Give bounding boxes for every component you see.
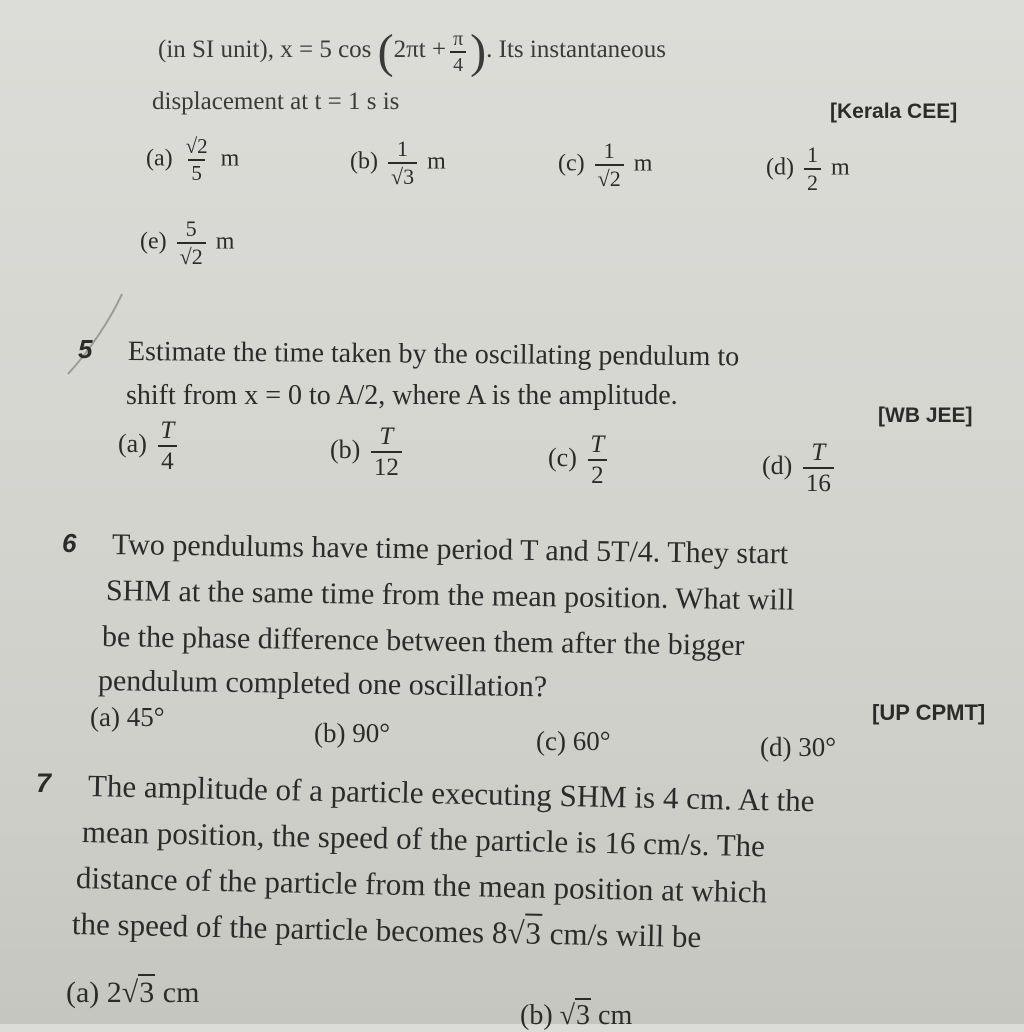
q6-option-d: (d) 30° — [760, 732, 837, 762]
q5-option-c-den: 2 — [588, 459, 607, 488]
q4-line1-suffix: . Its instantaneous — [486, 36, 666, 64]
q4-option-e — [140, 218, 234, 268]
q6-option-a: (a) 45° — [90, 702, 165, 732]
q5-option-d-fraction — [803, 440, 834, 496]
q4-option-c — [558, 140, 652, 190]
q4-option-e-num: 5 — [185, 216, 197, 241]
q5-option-b — [330, 424, 406, 480]
q5-option-d-label: (d) — [762, 450, 793, 480]
pencil-mark-icon — [60, 290, 130, 380]
q5-option-d-den: 16 — [803, 467, 834, 496]
q4-option-a-num: √2 — [185, 134, 208, 158]
q4-option-a-unit: m — [220, 145, 240, 172]
q7-line3: distance of the particle from the mean position at which — [75, 860, 768, 910]
q4-option-c-num: 1 — [603, 138, 615, 163]
q4-option-b-radicand: 3 — [403, 164, 415, 189]
q4-option-b-unit: m — [427, 148, 446, 175]
q6-number: 6 — [62, 528, 77, 558]
q5-option-b-den: 12 — [371, 451, 402, 480]
q7-option-b: (b) √3 cm — [520, 1000, 633, 1031]
q4-option-a-den: 5 — [188, 159, 205, 184]
q7-option-a-suffix: cm — [155, 976, 200, 1009]
q6-line2: SHM at the same time from the mean position. What will — [105, 574, 795, 617]
q5-option-c-num: T — [590, 431, 605, 458]
q4-option-e-fraction: $\frac{5}{√2}$ — [177, 218, 206, 268]
q7-line2: mean position, the speed of the particle is 16 cm/s. The — [81, 814, 766, 864]
q4-option-d-den: 2 — [804, 168, 821, 194]
q5-option-a-label: (a) — [118, 428, 147, 458]
q4-line1-frac-den: 4 — [450, 51, 466, 75]
q4-option-c-unit: m — [633, 150, 653, 177]
q5-option-a-num: T — [160, 417, 175, 444]
q7-number: 7 — [36, 768, 52, 798]
q7-line1: The amplitude of a particle executing SHM is 4 cm. At the — [87, 768, 815, 819]
q5-number: 5 — [78, 334, 93, 364]
q4-option-a — [146, 136, 239, 184]
q5-option-d-num: T — [811, 439, 826, 466]
q5-option-d — [762, 440, 838, 496]
q4-line1-frac-num: π — [453, 27, 464, 50]
q4-option-e-label: (e) — [140, 228, 167, 255]
q7-line4-radicand: 3 — [524, 913, 542, 950]
q5-option-c-label: (c) — [548, 442, 577, 472]
q4-option-d-num: 1 — [806, 142, 818, 167]
q5-line2: shift from x = 0 to A/2, where A is the amplitude. — [126, 380, 678, 411]
q6-option-c: (c) 60° — [536, 726, 611, 756]
q6-source-tag: [UP CPMT] — [872, 700, 986, 725]
q7-option-b-radicand: 3 — [576, 1000, 591, 1031]
q5-option-a — [118, 418, 181, 474]
q4-option-d-unit: m — [830, 154, 850, 181]
q4-option-c-fraction: $\frac{1}{√2}$ — [595, 140, 624, 190]
q7-option-a-prefix: (a) 2 — [66, 976, 122, 1009]
q4-option-e-radicand: 2 — [191, 244, 203, 269]
q6-option-b: (b) 90° — [314, 718, 391, 748]
q6-line4: pendulum completed one oscillation? — [97, 664, 548, 704]
q4-option-b — [350, 138, 446, 188]
q7-option-b-prefix: (b) — [520, 1000, 560, 1031]
q4-option-c-label: (c) — [558, 150, 585, 177]
q7-line4-prefix: the speed of the particle becomes 8 — [71, 906, 508, 951]
q4-option-d — [766, 144, 850, 194]
q4-line1: (in SI unit), x = 5 cos (2πt + $\frac{\pi}{4}$ ). Its instantaneous — [158, 25, 666, 78]
q5-option-c — [548, 432, 611, 488]
q4-line1-fraction — [450, 29, 466, 75]
q5-option-c-fraction — [587, 432, 607, 488]
q5-source-tag: [WB JEE] — [878, 404, 973, 427]
q5-option-b-num: T — [379, 423, 394, 450]
q7-option-b-suffix: cm — [591, 1000, 633, 1031]
q5-line1: Estimate the time taken by the oscillating pendulum to — [127, 336, 740, 373]
q4-option-b-fraction: $\frac{1}{√3}$ — [388, 138, 417, 188]
q4-option-c-radicand: 2 — [609, 166, 621, 191]
q6-line3: be the phase difference between them after the bigger — [101, 620, 745, 662]
q4-option-e-unit: m — [215, 228, 235, 255]
q4-option-a-fraction — [183, 136, 211, 184]
q4-line2: displacement at t = 1 s is — [152, 88, 400, 115]
q4-option-a-label: (a) — [146, 145, 173, 172]
q4-line1-arg: 2πt + — [393, 36, 447, 64]
q4-source-tag: [Kerala CEE] — [830, 100, 958, 123]
q4-line1-prefix: (in SI unit), x = 5 cos — [158, 36, 372, 64]
q4-option-b-num: 1 — [397, 136, 409, 161]
q5-option-a-den: 4 — [158, 445, 177, 474]
q4-option-d-label: (d) — [766, 154, 794, 181]
q5-option-a-fraction — [157, 418, 177, 474]
q7-line4-suffix: cm/s will be — [541, 915, 702, 955]
q5-option-b-fraction — [371, 424, 402, 480]
q6-line1: Two pendulums have time period T and 5T/4. They start — [111, 528, 789, 571]
q4-option-b-label: (b) — [350, 148, 378, 175]
q7-option-a: (a) 2√3 cm — [66, 976, 200, 1009]
q5-option-b-label: (b) — [330, 434, 361, 464]
q7-option-a-radicand: 3 — [139, 976, 155, 1009]
q4-option-d-fraction — [804, 144, 821, 194]
q7-line4: the speed of the particle becomes 8√3 cm/s will be — [71, 906, 702, 955]
